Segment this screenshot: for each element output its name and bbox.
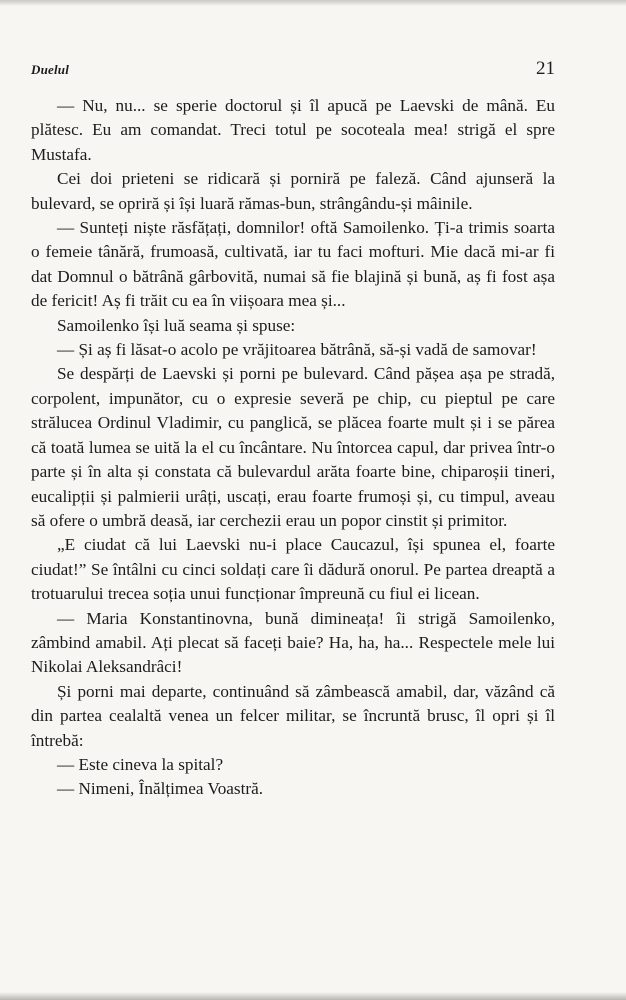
paragraph: — Nimeni, Înălțimea Voastră.: [57, 779, 264, 799]
paragraph: „E ciudat că lui Laevski nu-i place Caucazul, își spunea el, foarte ciudat!” Se întâlni cu cinci soldați care îi dădură onorul. Pe partea dreaptă a trotuarului trecea soția unui funcționar împreună cu fiul ei licean.: [31, 535, 555, 604]
paragraph: — Și aș fi lăsat-o acolo pe vrăjitoarea bătrână, să-și vadă de samovar!: [57, 340, 537, 360]
paragraph: — Maria Konstantinovna, bună dimineața! îi strigă Samoilenko, zâmbind amabil. Ați plecat să faceți baie? Ha, ha, ha... Respectele mele lui Nikolai Aleksandrâci!: [31, 608, 555, 677]
paragraph: Cei doi prieteni se ridicară și porniră pe faleză. Când ajunseră la bulevard, se opriră și își luară rămas-bun, strângându-și mâinile.: [31, 169, 555, 213]
running-title: Duelul: [31, 62, 70, 77]
scan-top-edge: [0, 0, 626, 6]
scan-bottom-edge: [0, 992, 626, 1000]
paragraph: Samoilenko își luă seama și spuse:: [57, 315, 296, 335]
paragraph: — Nu, nu... se sperie doctorul și îl apucă pe Laevski de mână. Eu plătesc. Eu am comandat. Treci totul pe socoteala mea! strigă el spre Mustafa.: [31, 96, 555, 164]
page-number: 21: [536, 58, 555, 79]
page-header: [31, 56, 555, 86]
page-body: [31, 94, 555, 802]
paragraph: Se despărți de Laevski și porni pe bulevard. Când pășea așa pe stradă, corpolent, impunător, cu o expresie severă pe chip, cu pieptul pe care strălucea Ordinul Vladimir, cu panglică, se plăcea foarte mult și i se părea că toată lumea se uită la el cu încântare. Nu întorcea capul, dar privea într-o parte și în alta și constata că bulevardul arăta foarte bine, chiparoșii tineri, eucalipții și palmierii urâți, uscați, erau foarte frumoși și, cu timpul, aveau să ofere o umbră deasă, iar cerchezii erau un popor cinstit și primitor.: [31, 364, 555, 530]
paragraph: Și porni mai departe, continuând să zâmbească amabil, dar, văzând că din partea cealaltă venea un felcer militar, se încruntă brusc, îl opri și îl întrebă:: [31, 681, 555, 750]
paragraph: — Este cineva la spital?: [57, 754, 224, 774]
paragraph: — Sunteți niște răsfățați, domnilor! oftă Samoilenko. Ți-a trimis soarta o femeie tânără, frumoasă, cultivată, iar tu faci mofturi. Mie dacă mi-ar fi dat Domnul o bătrână gârbovită, numai să fie blajină și bună, aș fi fost așa de fericit! Aș fi trăit cu ea în viișoara mea și...: [31, 218, 555, 311]
